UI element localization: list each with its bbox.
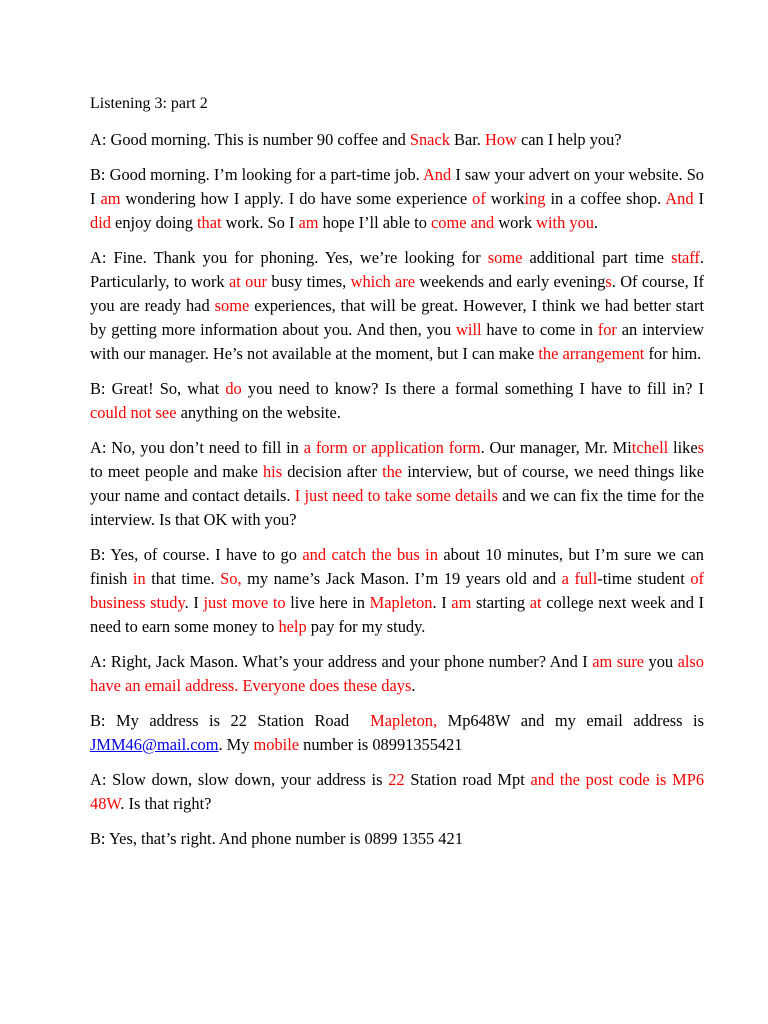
- highlighted-text: Snack: [409, 130, 450, 149]
- text-segment: my name’s Jack Mason. I’m 19 years old and: [241, 569, 562, 588]
- text-segment: B: Yes, of course. I have to go: [90, 545, 303, 564]
- text-segment: can I help you?: [516, 130, 622, 149]
- text-segment: A: Good morning. This is number 90 coffee and: [90, 130, 410, 149]
- highlighted-text: staff: [671, 248, 700, 267]
- text-segment: about 10 minutes, but I’m sure we can finish: [90, 545, 709, 588]
- highlighted-text: s: [605, 272, 612, 291]
- dialogue-paragraph: [90, 827, 704, 851]
- highlighted-text: the arrangement: [538, 344, 645, 363]
- highlighted-text: tchell: [631, 438, 669, 457]
- highlighted-text: and the post code is MP6 48W: [90, 770, 709, 813]
- dialogue-body: [90, 128, 709, 851]
- text-segment: .: [593, 213, 599, 232]
- text-segment: starting: [471, 593, 530, 612]
- text-segment: have to come in: [481, 320, 598, 339]
- text-segment: work: [494, 213, 537, 232]
- text-segment: an interview with our manager. He’s not available at the moment, but I can make: [90, 320, 709, 363]
- highlighted-text: do: [225, 379, 242, 398]
- highlighted-text: with you: [536, 213, 594, 232]
- highlighted-text: for: [597, 320, 617, 339]
- text-segment: work. So I: [221, 213, 299, 232]
- dialogue-paragraph: [90, 768, 709, 816]
- text-segment: you need to know? Is there a formal something I have to fill in? I: [241, 379, 709, 398]
- highlighted-text: come and: [430, 213, 495, 232]
- text-segment: decision after: [282, 462, 383, 481]
- highlighted-text: that: [197, 213, 222, 232]
- text-segment: experiences, that will be great. However, I think we had better start by getting more information about you. And then, you: [90, 296, 709, 339]
- highlighted-text: at our: [228, 272, 268, 291]
- dialogue-paragraph: [90, 163, 709, 235]
- highlighted-text: a: [561, 569, 569, 588]
- highlighted-text: the: [382, 462, 403, 481]
- text-segment: and we can fix the time for the interview. Is that OK with you?: [90, 486, 709, 529]
- text-segment: . I: [184, 593, 204, 612]
- highlighted-text: also have an email address. Everyone does these days: [90, 652, 709, 695]
- text-segment: . Is that right?: [120, 794, 212, 813]
- highlighted-text: of: [472, 189, 486, 208]
- text-segment: . Particularly, to work: [90, 248, 709, 291]
- dialogue-paragraph: [90, 650, 709, 698]
- text-segment: wondering how I apply. I do have some experience: [120, 189, 473, 208]
- highlighted-text: will: [456, 320, 482, 339]
- highlighted-text: help: [278, 617, 307, 636]
- highlighted-text: ing: [524, 189, 546, 208]
- text-segment: college next week and I need to earn some money to: [90, 593, 709, 636]
- highlighted-text: am: [100, 189, 121, 208]
- text-segment: B: Great! So, what: [90, 379, 226, 398]
- text-segment: . My: [218, 735, 254, 754]
- highlighted-text: am: [298, 213, 319, 232]
- text-segment: weekends and early evening: [415, 272, 606, 291]
- highlighted-text: And: [665, 189, 694, 208]
- text-segment: . Our manager, Mr. Mi: [480, 438, 632, 457]
- highlighted-text: How: [485, 130, 517, 149]
- text-segment: B: Yes, that’s right. And phone number is 0899 1355 421: [90, 829, 463, 848]
- text-segment: live here in: [285, 593, 370, 612]
- highlighted-text: 22: [388, 770, 405, 789]
- highlighted-text: could not see: [90, 403, 177, 422]
- highlighted-text: just move to: [203, 593, 286, 612]
- text-segment: in a coffee shop.: [545, 189, 666, 208]
- text-segment: .: [411, 676, 416, 695]
- text-segment: B: Good morning. I’m looking for a part-time job.: [90, 165, 423, 184]
- text-segment: A: Right, Jack Mason. What’s your address and your phone number? And I: [90, 652, 593, 671]
- text-segment: like: [668, 438, 698, 457]
- text-segment: Bar.: [449, 130, 485, 149]
- text-segment: I saw your advert on your website. So I: [90, 165, 709, 208]
- text-segment: pay for my study.: [306, 617, 426, 636]
- text-segment: A: Slow down, slow down, your address is: [90, 770, 389, 789]
- text-segment: interview, but of course, we need things like your name and contact details.: [90, 462, 709, 505]
- highlighted-text: Mapleton: [369, 593, 433, 612]
- highlighted-text: Mapleton,: [370, 711, 438, 730]
- text-segment: . Of course, If you are ready had: [90, 272, 709, 315]
- text-segment: hope I’ll able to: [318, 213, 431, 232]
- highlighted-text: s: [697, 438, 704, 457]
- text-segment: anything on the website.: [176, 403, 341, 422]
- text-segment: busy times,: [267, 272, 351, 291]
- highlighted-text: am: [451, 593, 472, 612]
- dialogue-paragraph: [90, 436, 709, 532]
- highlighted-text: did: [90, 213, 111, 232]
- text-segment: number is 08991355421: [299, 735, 463, 754]
- highlighted-text: of business study: [90, 569, 709, 612]
- text-segment: additional part time: [522, 248, 672, 267]
- highlighted-text: am sure: [592, 652, 645, 671]
- text-segment: you: [644, 652, 678, 671]
- highlighted-text: mobile: [253, 735, 300, 754]
- highlighted-text: I just need to take some details: [294, 486, 498, 505]
- text-segment: enjoy doing: [110, 213, 197, 232]
- document-title: Listening 3: part 2: [90, 95, 208, 112]
- text-segment: that time.: [145, 569, 221, 588]
- highlighted-text: which are: [350, 272, 416, 291]
- text-segment: Mp648W and my email address is: [437, 711, 709, 730]
- dialogue-paragraph: [90, 709, 709, 757]
- highlighted-text: some: [487, 248, 523, 267]
- email-link[interactable]: JMM46@mail.com: [90, 735, 219, 754]
- highlighted-text: in: [132, 569, 146, 588]
- text-segment: Station road Mpt: [404, 770, 531, 789]
- highlighted-text: at: [529, 593, 542, 612]
- text-segment: A: Fine. Thank you for phoning. Yes, we’re looking for: [90, 248, 488, 267]
- text-segment: -time student: [597, 569, 691, 588]
- dialogue-paragraph: [90, 377, 709, 425]
- highlighted-text: some: [214, 296, 250, 315]
- dialogue-paragraph: [90, 543, 709, 639]
- highlighted-text: and catch the bus in: [302, 545, 438, 564]
- highlighted-text: So,: [220, 569, 242, 588]
- text-segment: to meet people and make: [90, 438, 709, 481]
- text-segment: B: My address is 22 Station Road: [90, 711, 371, 730]
- text-segment: work: [485, 189, 525, 208]
- highlighted-text: his: [262, 462, 283, 481]
- text-segment: for him.: [644, 344, 702, 363]
- highlighted-text: And: [422, 165, 452, 184]
- text-segment: A: No, you don’t need to fill in: [90, 438, 304, 457]
- dialogue-paragraph: [90, 246, 709, 366]
- text-segment: . I: [432, 593, 452, 612]
- text-segment: I: [693, 189, 709, 208]
- highlighted-text: a form or application form: [303, 438, 481, 457]
- highlighted-text: full: [574, 569, 598, 588]
- dialogue-paragraph: [90, 128, 704, 152]
